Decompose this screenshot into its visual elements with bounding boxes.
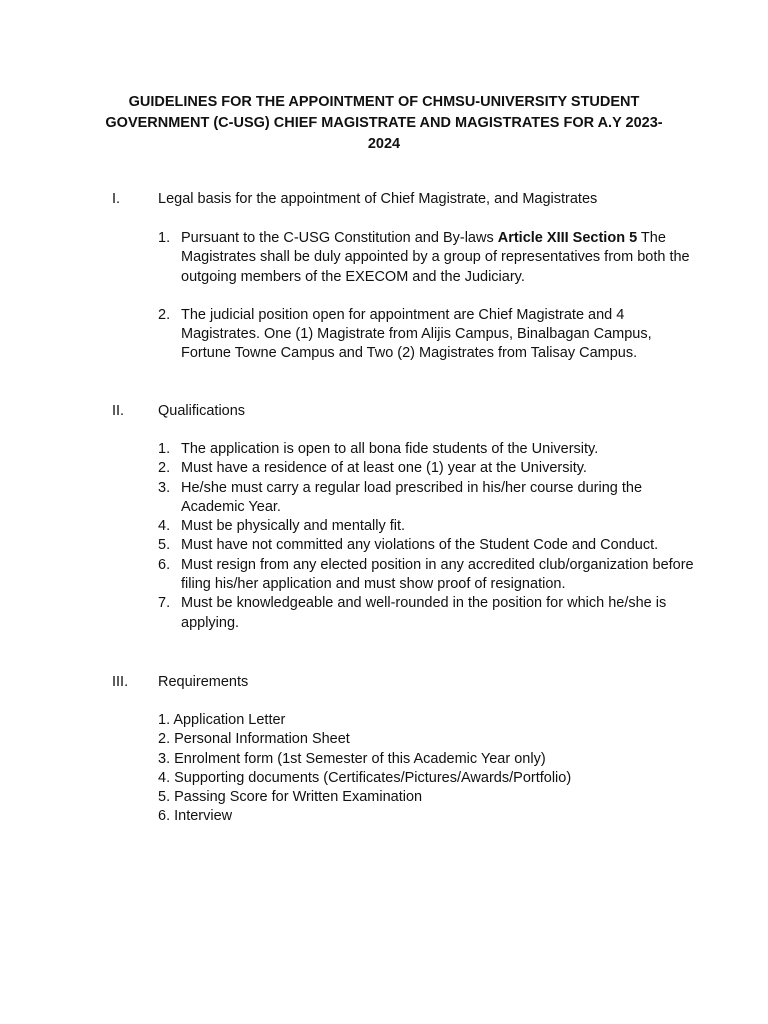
title-line: GUIDELINES FOR THE APPOINTMENT OF CHMSU-UNIVERSITY STUDENT: [128, 94, 640, 110]
qualifications-list: [158, 440, 698, 633]
list-item: 4. Supporting documents (Certificates/Pictures/Awards/Portfolio): [158, 769, 572, 786]
requirements-list: [158, 711, 678, 827]
list-item: [158, 479, 698, 518]
article-reference: Article XIII Section 5: [497, 230, 638, 246]
list-item: [158, 229, 698, 287]
section-2-number: II.: [112, 403, 125, 419]
list-item: [158, 306, 698, 364]
title-line: 2024: [367, 136, 401, 152]
legal-basis-list: [158, 229, 698, 364]
item-text: The Magistrates shall be duly appointed by a group of representatives from both the outgoing members of the EXECOM and the Judiciary.: [181, 230, 690, 285]
section-3-number: III.: [112, 674, 129, 690]
list-item: [158, 556, 698, 595]
item-number: 3.: [158, 479, 171, 496]
list-item: [158, 536, 698, 555]
list-item: [158, 459, 698, 478]
list-item: 2. Personal Information Sheet: [158, 731, 350, 748]
item-number: 6.: [158, 556, 171, 573]
item-text: Must be physically and mentally fit.: [181, 518, 406, 535]
item-text: Must resign from any elected position in any accredited club/organization before filing his/her application and must show proof of resignation.: [181, 556, 694, 593]
item-number: 4.: [158, 518, 171, 535]
item-text: Must be knowledgeable and well-rounded in the position for which he/she is applying.: [181, 595, 667, 631]
section-1-number: I.: [112, 191, 121, 207]
list-item: 5. Passing Score for Written Examination: [158, 789, 423, 806]
item-number: 1.: [158, 441, 171, 457]
section-2-title: Qualifications: [158, 403, 246, 419]
item-text: The judicial position open for appointment are Chief Magistrate and 4 Magistrates. One (1) Magistrate from Alijis Campus, Binalbagan Campus, Fortune Towne Campus and Two (2) Magistrates from Talisay Campus.: [181, 306, 652, 362]
item-text: Must have not committed any violations of the Student Code and Conduct.: [181, 537, 659, 554]
section-1-title: Legal basis for the appointment of Chief Magistrate, and Magistrates: [158, 191, 598, 207]
list-item: 3. Enrolment form (1st Semester of this Academic Year only): [158, 750, 546, 767]
document-title: [90, 92, 678, 155]
item-number: 2.: [158, 306, 171, 323]
item-text: Pursuant to the C-USG Constitution and By-laws: [181, 230, 498, 246]
item-number: 5.: [158, 537, 171, 554]
list-item: [158, 594, 698, 633]
item-text: Must have a residence of at least one (1) year at the University.: [181, 460, 587, 477]
item-number: 2.: [158, 460, 171, 477]
section-3-title: Requirements: [158, 674, 249, 690]
list-item: [158, 517, 698, 536]
title-line: GOVERNMENT (C-USG) CHIEF MAGISTRATE AND MAGISTRATES FOR A.Y 2023-: [105, 115, 663, 131]
item-number: 1.: [158, 230, 171, 246]
list-item: 1. Application Letter: [158, 712, 286, 728]
list-item: 6. Interview: [158, 808, 233, 825]
item-text: He/she must carry a regular load prescribed in his/her course during the Academic Year.: [181, 479, 643, 515]
item-text: The application is open to all bona fide students of the University.: [181, 441, 599, 457]
list-item: [158, 440, 698, 459]
item-number: 7.: [158, 595, 171, 612]
